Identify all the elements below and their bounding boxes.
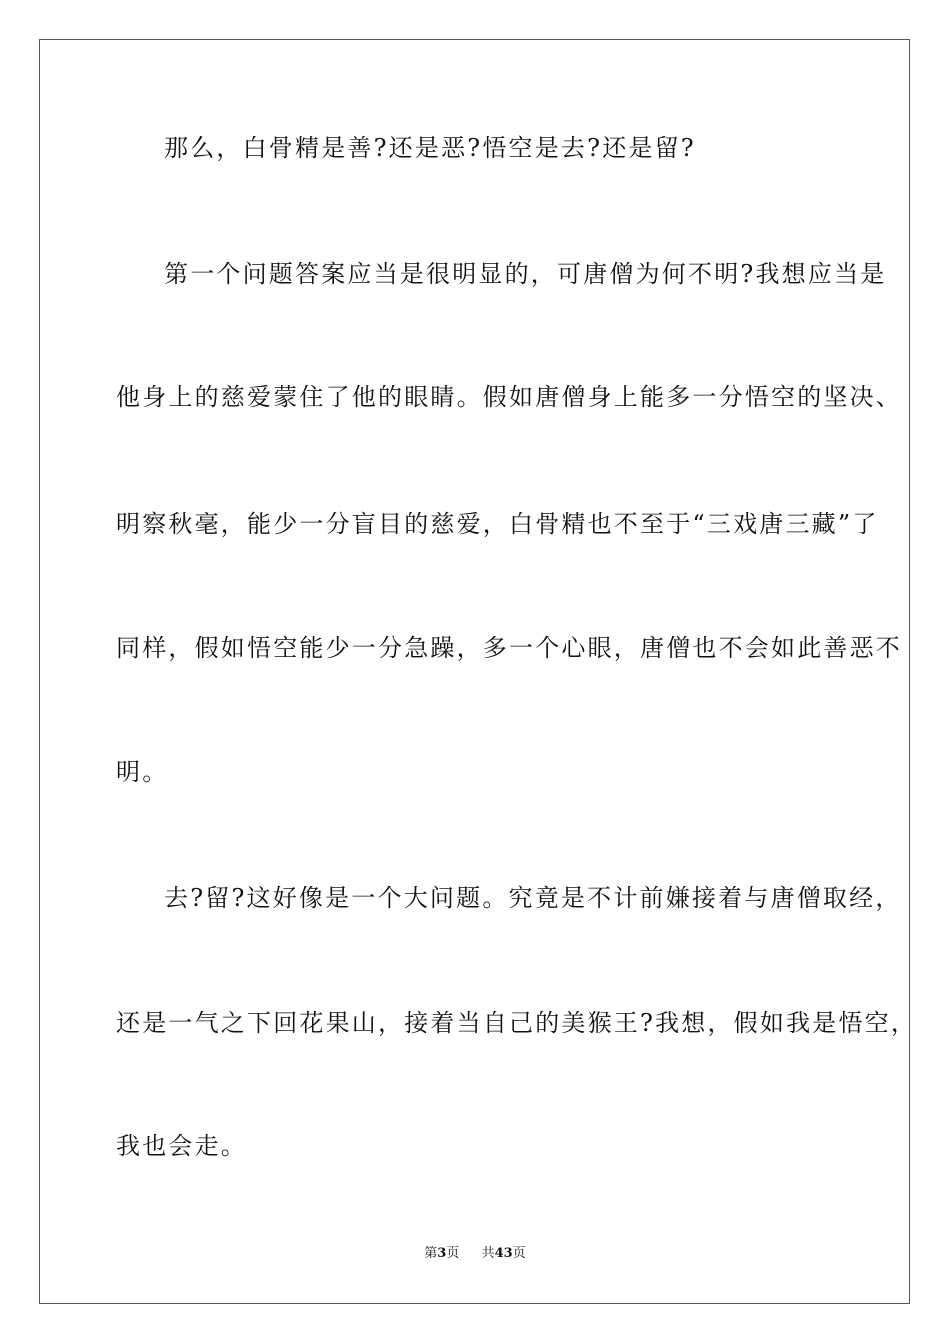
total-pages-suffix: 页 xyxy=(512,1246,526,1261)
page-number-suffix: 页 xyxy=(446,1246,460,1261)
paragraph-3-line-3: 我也会走。 xyxy=(116,1132,247,1160)
page-footer xyxy=(0,1245,950,1263)
page-number-prefix: 第 xyxy=(424,1246,438,1261)
total-pages: 43 xyxy=(494,1246,513,1261)
paragraph-2-line-1: 第一个问题答案应当是很明显的，可唐僧为何不明?我想应当是 xyxy=(164,260,887,288)
paragraph-2-line-2: 他身上的慈爱蒙住了他的眼睛。假如唐僧身上能多一分悟空的坚决、 xyxy=(116,383,902,411)
paragraph-3-line-1: 去?留?这好像是一个大问题。究竟是不计前嫌接着与唐僧取经， xyxy=(164,884,902,912)
paragraph-3-line-2: 还是一气之下回花果山，接着当自己的美猴王?我想，假如我是悟空， xyxy=(116,1009,918,1037)
paragraph-1-line-1: 那么，白骨精是善?还是恶?悟空是去?还是留? xyxy=(164,134,696,162)
paragraph-2-line-5: 明。 xyxy=(116,758,169,786)
paragraph-2-line-3: 明察秋毫，能少一分盲目的慈爱，白骨精也不至于“三戏唐三藏”了 xyxy=(116,510,879,538)
paragraph-2-line-4: 同样，假如悟空能少一分急躁，多一个心眼，唐僧也不会如此善恶不 xyxy=(116,634,902,662)
page-number: 3 xyxy=(437,1246,447,1261)
page-border xyxy=(39,39,918,1304)
total-pages-prefix: 共 xyxy=(481,1246,495,1261)
